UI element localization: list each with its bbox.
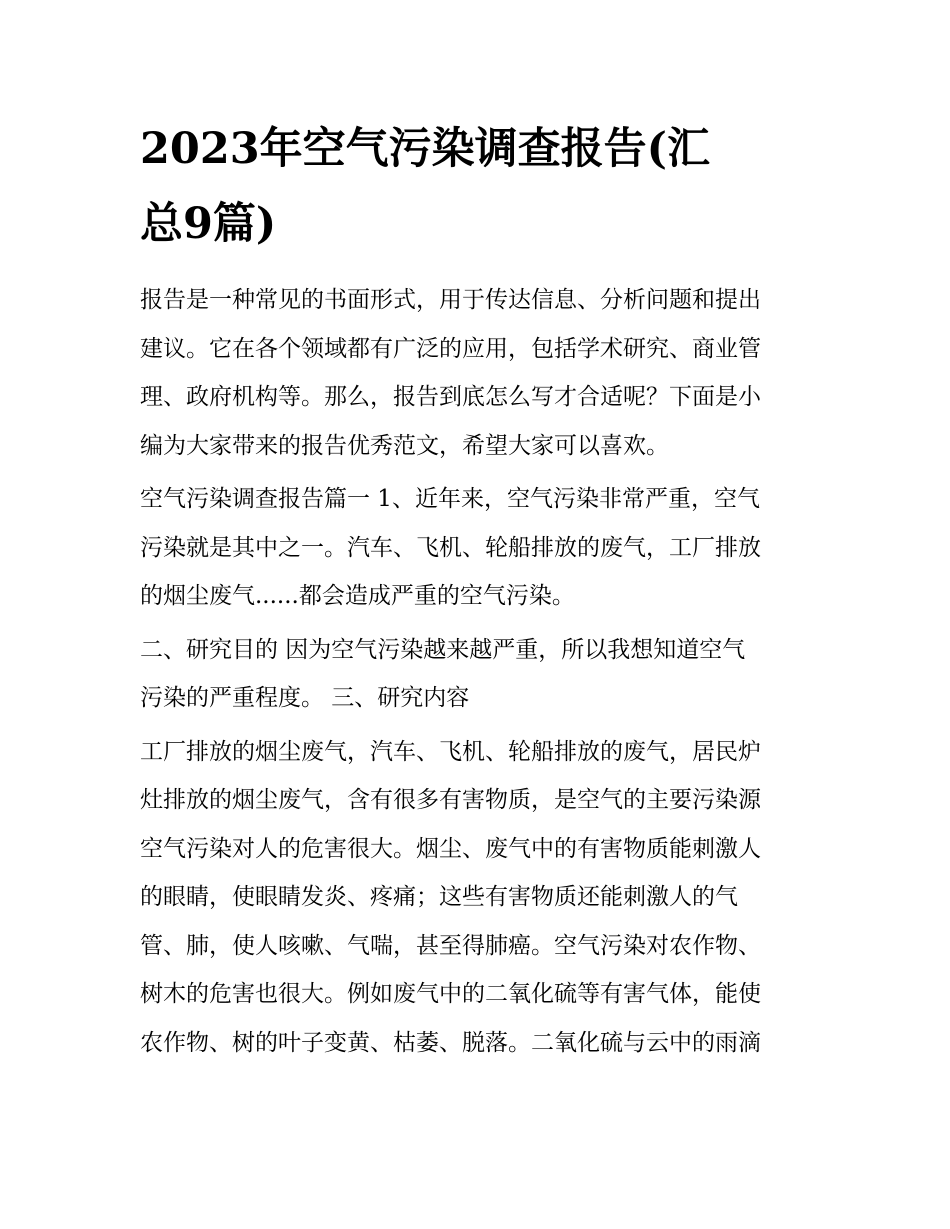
text-line: 的眼睛，使眼睛发炎、疼痛；这些有害物质还能刺激人的气 xyxy=(140,884,738,910)
text-line: 树木的危害也很大。例如废气中的二氧化硫等有害气体，能使 xyxy=(140,981,761,1007)
text-line: 空气污染调查报告篇一 1、近年来，空气污染非常严重，空气 xyxy=(140,486,760,512)
text-line: 污染的严重程度。 三、研究内容 xyxy=(140,685,470,711)
document-content xyxy=(140,112,820,1072)
text-line: 空气污染对人的危害很大。烟尘、废气中的有害物质能刺激人 xyxy=(140,835,761,862)
text-line: 灶排放的烟尘废气，含有很多有害物质，是空气的主要污染源 xyxy=(140,787,761,813)
document-body xyxy=(140,276,820,1067)
text-line: 农作物、树的叶子变黄、枯萎、脱落。二氧化硫与云中的雨滴 xyxy=(140,1029,761,1056)
paragraph-section-one xyxy=(140,475,820,621)
paragraph-research-content xyxy=(140,728,820,1068)
text-line: 报告是一种常见的书面形式，用于传达信息、分析问题和提出 xyxy=(140,287,761,313)
title-line: 总9篇) xyxy=(140,199,277,249)
paragraph-intro xyxy=(140,276,820,470)
text-line: 工厂排放的烟尘废气，汽车、飞机、轮船排放的废气，居民炉 xyxy=(140,738,761,765)
text-line: 编为大家带来的报告优秀范文，希望大家可以喜欢。 xyxy=(140,432,669,459)
text-line: 建议。它在各个领域都有广泛的应用，包括学术研究、商业管 xyxy=(140,335,761,362)
text-line: 污染就是其中之一。汽车、飞机、轮船排放的废气，工厂排放 xyxy=(140,534,761,561)
text-line: 管、肺，使人咳嗽、气喘，甚至得肺癌。空气污染对农作物、 xyxy=(140,932,761,959)
text-line: 二、研究目的 因为空气污染越来越严重，所以我想知道空气 xyxy=(140,636,746,663)
paragraph-research-purpose xyxy=(140,626,820,723)
document-title xyxy=(140,112,820,262)
text-line: 理、政府机构等。那么，报告到底怎么写才合适呢？下面是小 xyxy=(140,384,761,410)
title-line: 2023年空气污染调查报告(汇 xyxy=(140,124,711,174)
text-line: 的烟尘废气......都会造成严重的空气污染。 xyxy=(140,583,575,609)
